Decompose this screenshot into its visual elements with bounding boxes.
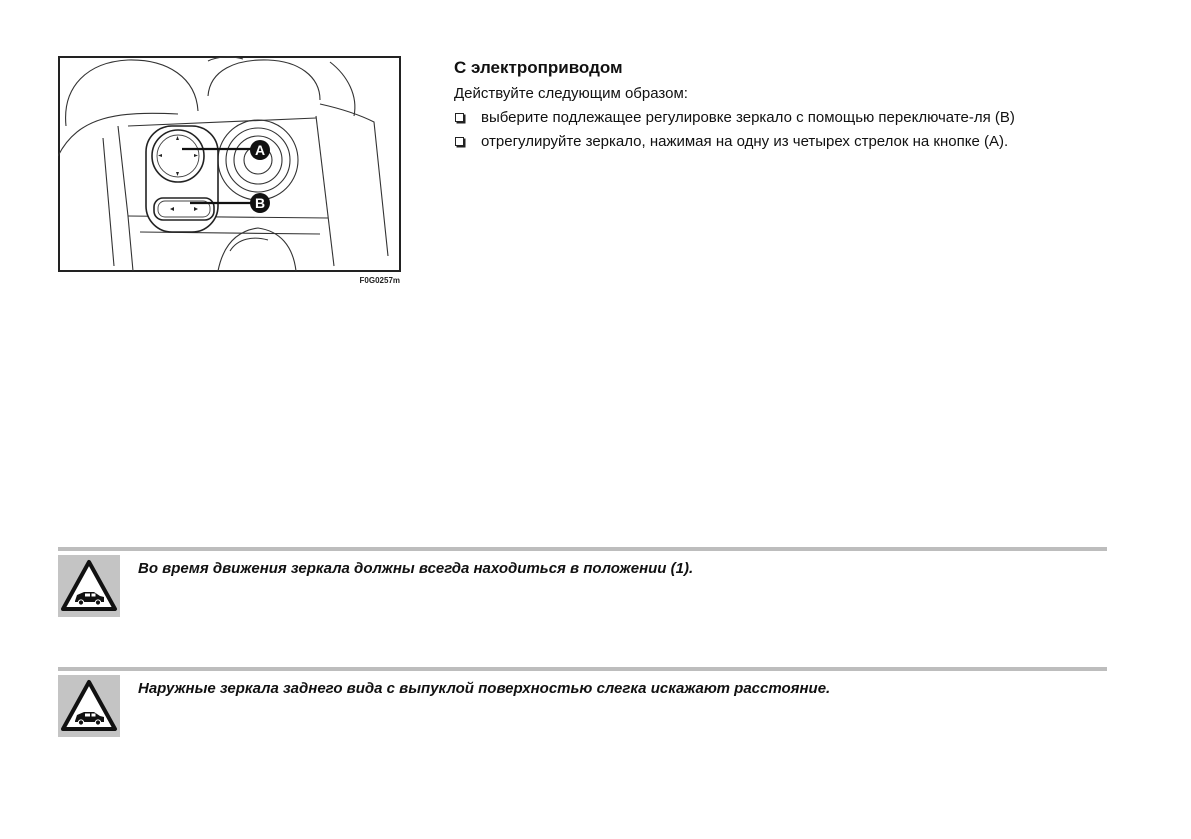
list-item	[454, 108, 1104, 128]
section-heading: С электроприводом	[454, 58, 623, 77]
figure-code: F0G0257m	[359, 276, 400, 285]
warning-divider	[58, 667, 1107, 671]
car-warning-triangle-icon	[58, 675, 120, 737]
mirror-control-illustration	[58, 56, 401, 272]
warning-divider	[58, 547, 1107, 551]
car-warning-triangle-icon	[58, 555, 120, 617]
step-text: выберите подлежащее регулировке зеркало с помощью переключате-ля (B)	[481, 109, 1015, 126]
warning-text: Наружные зеркала заднего вида с выпуклой поверхностью слегка искажают расстояние.	[138, 680, 831, 697]
instructions-section	[454, 58, 1104, 156]
callout-a: A	[254, 142, 266, 158]
checkbox-bullet-icon	[455, 113, 464, 122]
warning-text: Во время движения зеркала должны всегда находиться в положении (1).	[138, 560, 694, 577]
step-text: отрегулируйте зеркало, нажимая на одну из четырех стрелок на кнопке (A).	[481, 133, 1009, 150]
checkbox-bullet-icon	[455, 137, 464, 146]
steps-list	[454, 108, 1104, 152]
list-item	[454, 132, 1104, 152]
callout-b: B	[254, 195, 266, 211]
mirror-switch-drawing	[58, 56, 401, 272]
section-intro: Действуйте следующим образом:	[454, 85, 688, 102]
